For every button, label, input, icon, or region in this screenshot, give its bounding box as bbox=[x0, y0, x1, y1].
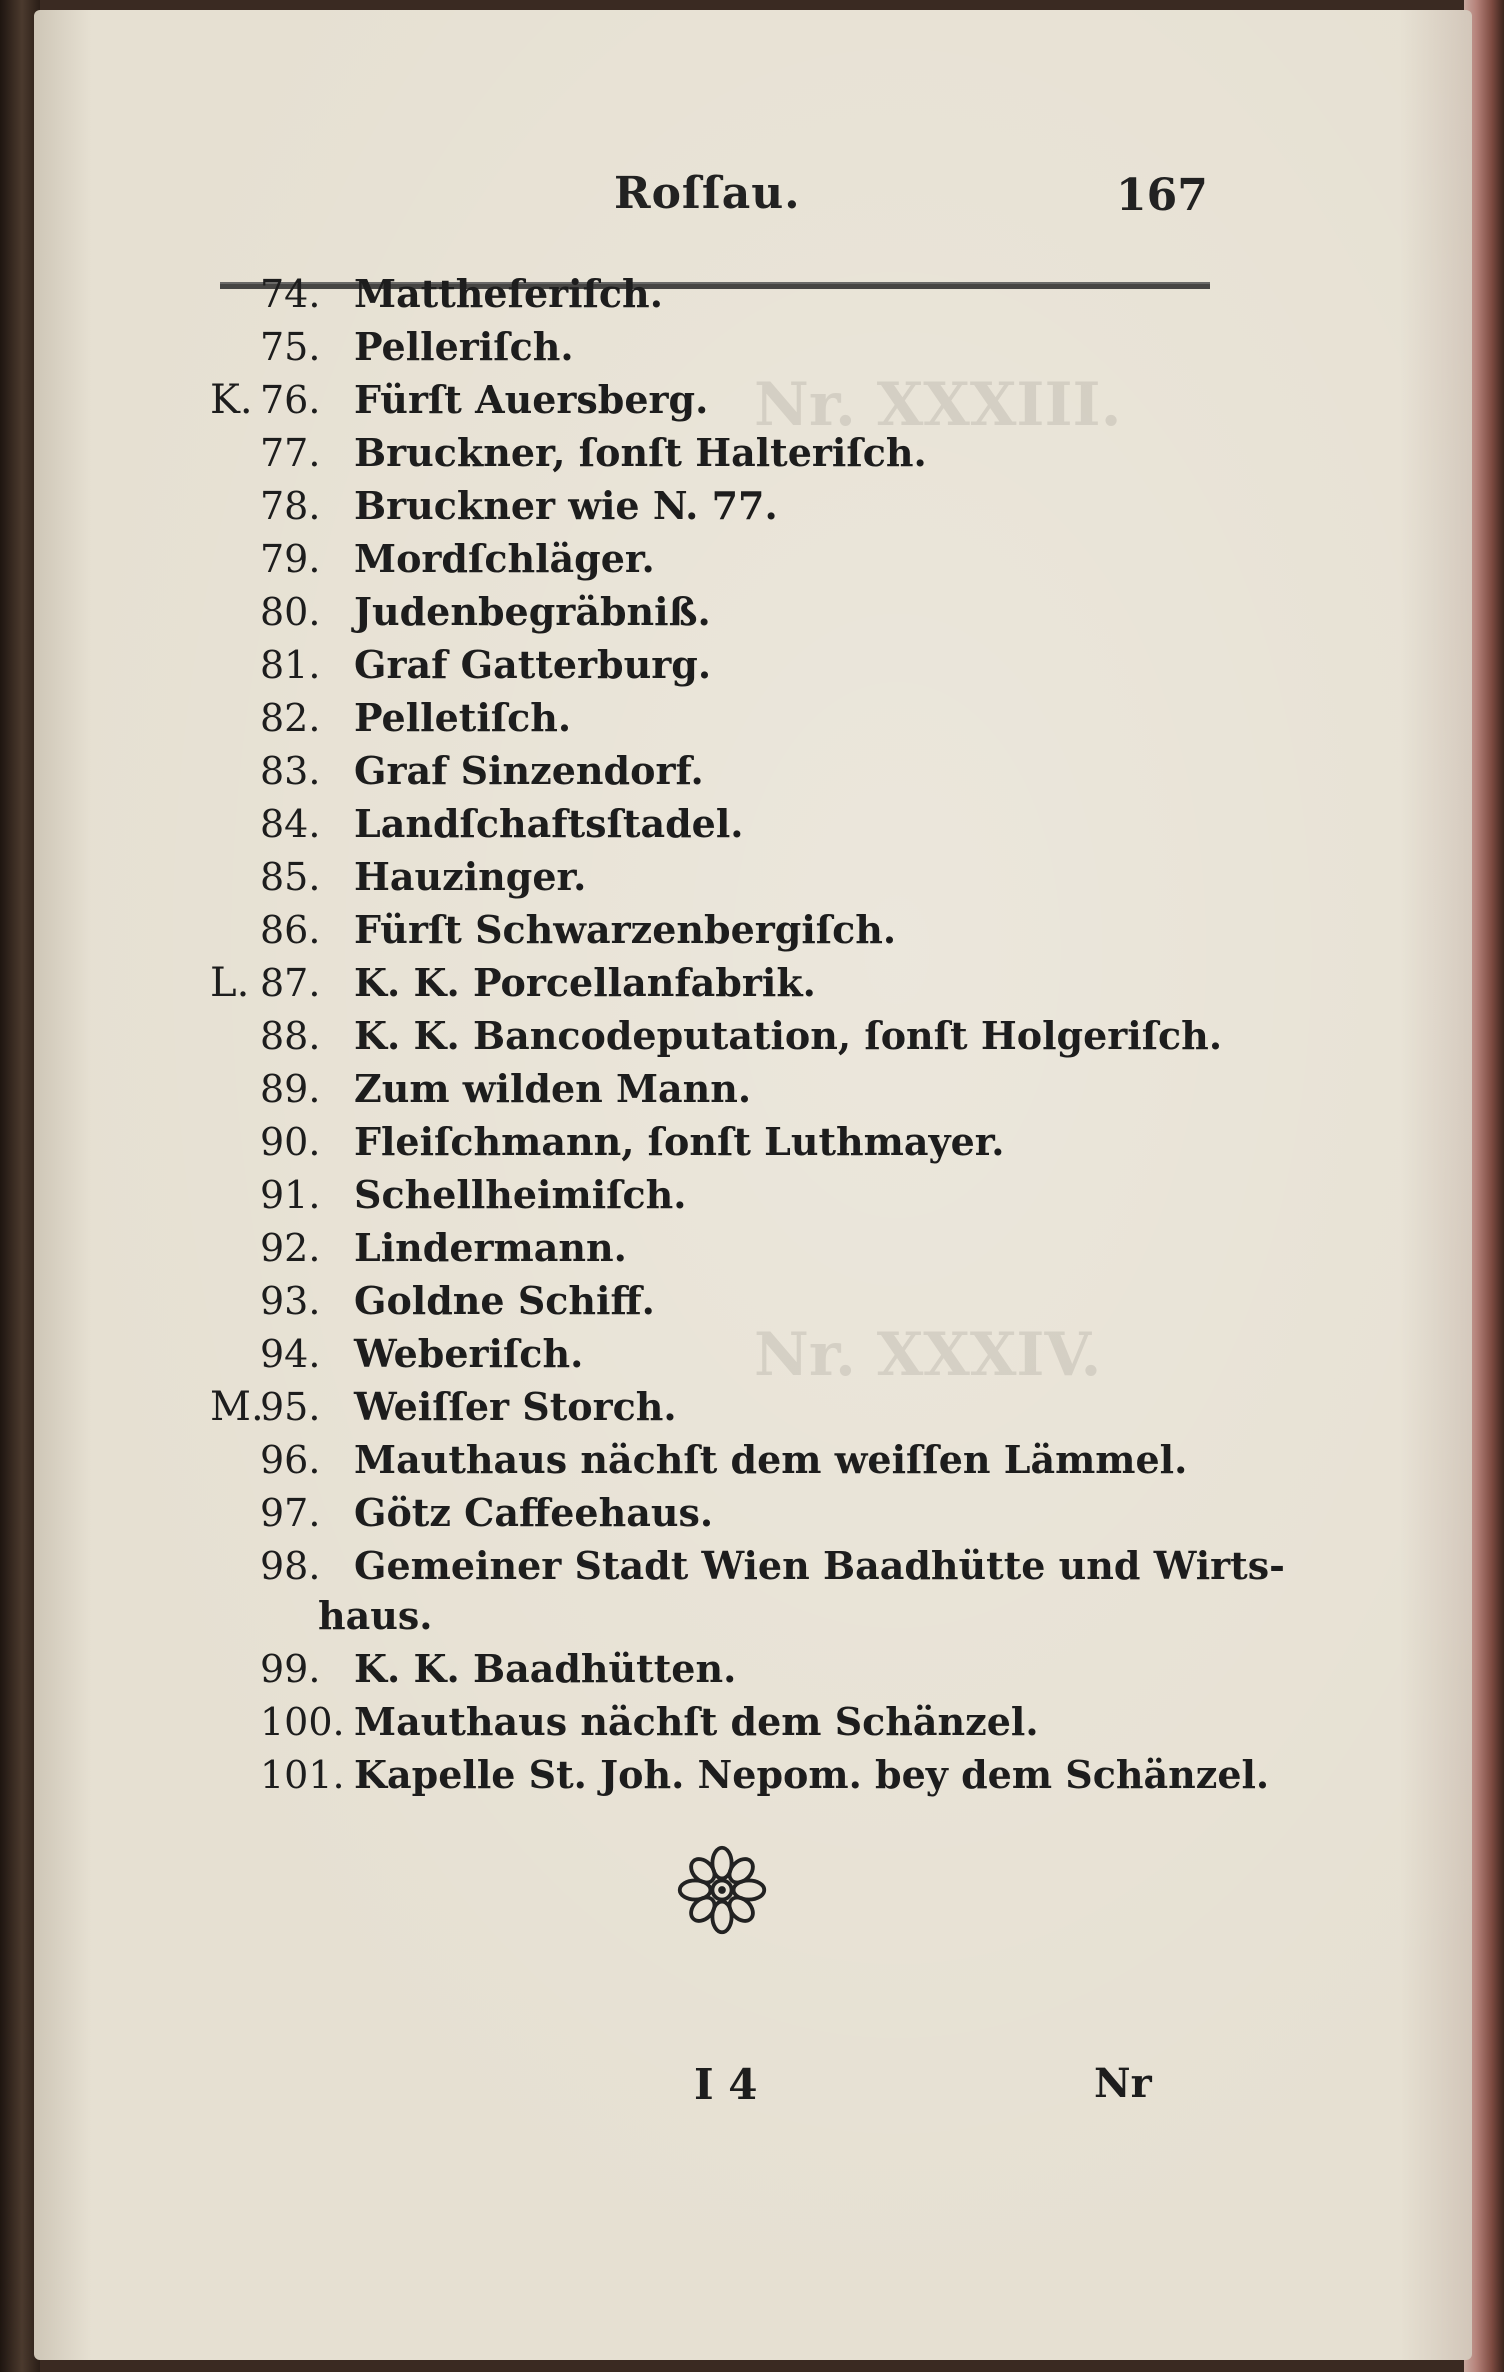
list-item bbox=[34, 427, 1334, 479]
entry-name: Graf Gatterburg. bbox=[354, 642, 712, 687]
section-letter: M. bbox=[210, 1384, 264, 1430]
entry-name: Mattheſeriſch. bbox=[354, 271, 663, 316]
list-item bbox=[34, 1487, 1334, 1539]
entry-number: 77. bbox=[260, 431, 321, 475]
list-item bbox=[34, 533, 1334, 585]
entry-number: 94. bbox=[260, 1332, 321, 1376]
list-item bbox=[34, 1434, 1334, 1486]
list-item bbox=[34, 321, 1334, 373]
entry-name: Pelletiſch. bbox=[354, 695, 572, 740]
entry-name: Judenbegräbniß. bbox=[354, 589, 711, 634]
entry-number: 90. bbox=[260, 1120, 321, 1164]
entry-name: Zum wilden Mann. bbox=[354, 1066, 752, 1111]
list-item bbox=[34, 904, 1334, 956]
list-item bbox=[34, 480, 1334, 532]
entry-continuation: haus. bbox=[318, 1593, 433, 1638]
entry-name: Mordſchläger. bbox=[354, 536, 655, 581]
entry-number: 83. bbox=[260, 749, 321, 793]
entry-number: 82. bbox=[260, 696, 321, 740]
entry-name: Fleiſchmann, ſonſt Luthmayer. bbox=[354, 1119, 1005, 1164]
entry-name: Weiſſer Storch. bbox=[354, 1384, 677, 1429]
bleed-through-text: Nr. XXXIV. bbox=[754, 1320, 1102, 1390]
signature-mark: I 4 bbox=[694, 2060, 758, 2109]
entry-name: Bruckner wie N. 77. bbox=[354, 483, 778, 528]
entry-number: 74. bbox=[260, 272, 321, 316]
entry-name: Gemeiner Stadt Wien Baadhütte und Wirts- bbox=[354, 1543, 1285, 1588]
book-page bbox=[34, 10, 1472, 2360]
entry-name: Lindermann. bbox=[354, 1225, 627, 1270]
entry-number: 89. bbox=[260, 1067, 321, 1111]
list-item bbox=[34, 1643, 1334, 1695]
entry-name: Pelleriſch. bbox=[354, 324, 574, 369]
entry-number: 98. bbox=[260, 1544, 321, 1588]
entry-number: 81. bbox=[260, 643, 321, 687]
rosette-ornament-icon bbox=[674, 1842, 770, 1938]
list-item bbox=[34, 1222, 1334, 1274]
entry-number: 99. bbox=[260, 1647, 321, 1691]
catchword: Nr bbox=[1094, 2060, 1152, 2107]
list-item bbox=[34, 851, 1334, 903]
entry-number: 85. bbox=[260, 855, 321, 899]
entry-name: Goldne Schiff. bbox=[354, 1278, 655, 1323]
list-item bbox=[34, 1169, 1334, 1221]
entry-name: Götz Caffeehaus. bbox=[354, 1490, 714, 1535]
list-item bbox=[34, 1010, 1334, 1062]
entry-number: 91. bbox=[260, 1173, 321, 1217]
entry-name: Hauzinger. bbox=[354, 854, 587, 899]
entry-list bbox=[34, 10, 1472, 1810]
section-letter: L. bbox=[210, 960, 250, 1006]
list-item bbox=[34, 1275, 1334, 1327]
entry-number: 93. bbox=[260, 1279, 321, 1323]
section-letter: K. bbox=[210, 377, 253, 423]
entry-name: Graf Sinzendorf. bbox=[354, 748, 704, 793]
entry-name: Mauthaus nächſt dem weiſſen Lämmel. bbox=[354, 1437, 1188, 1482]
list-item bbox=[34, 1381, 1334, 1433]
list-item bbox=[34, 586, 1334, 638]
list-item bbox=[34, 639, 1334, 691]
list-item bbox=[34, 745, 1334, 797]
entry-name: K. K. Baadhütten. bbox=[354, 1646, 737, 1691]
list-item bbox=[34, 1749, 1334, 1801]
list-item bbox=[34, 798, 1334, 850]
list-item bbox=[34, 1540, 1334, 1592]
entry-name: Bruckner, ſonſt Halteriſch. bbox=[354, 430, 927, 475]
list-item bbox=[34, 1328, 1334, 1380]
list-item bbox=[34, 957, 1334, 1009]
entry-number: 86. bbox=[260, 908, 321, 952]
entry-number: 95. bbox=[260, 1385, 321, 1429]
page-title: Roſſau. bbox=[614, 168, 801, 219]
list-item bbox=[34, 692, 1334, 744]
bleed-through-text: Nr. XXXIII. bbox=[754, 370, 1122, 440]
list-item bbox=[34, 1116, 1334, 1168]
entry-number: 101. bbox=[260, 1753, 345, 1797]
entry-number: 92. bbox=[260, 1226, 321, 1270]
entry-name: Mauthaus nächſt dem Schänzel. bbox=[354, 1699, 1039, 1744]
entry-number: 79. bbox=[260, 537, 321, 581]
entry-number: 75. bbox=[260, 325, 321, 369]
entry-number: 78. bbox=[260, 484, 321, 528]
entry-name: Landſchaftsſtadel. bbox=[354, 801, 744, 846]
list-item bbox=[34, 374, 1334, 426]
entry-name: K. K. Bancodeputation, ſonſt Holgeriſch. bbox=[354, 1013, 1223, 1058]
entry-number: 100. bbox=[260, 1700, 345, 1744]
list-item bbox=[34, 1063, 1334, 1115]
entry-name: Fürſt Auersberg. bbox=[354, 377, 709, 422]
entry-number: 96. bbox=[260, 1438, 321, 1482]
entry-name: Schellheimiſch. bbox=[354, 1172, 687, 1217]
list-item bbox=[34, 1696, 1334, 1748]
entry-number: 88. bbox=[260, 1014, 321, 1058]
entry-number: 97. bbox=[260, 1491, 321, 1535]
entry-number: 80. bbox=[260, 590, 321, 634]
entry-number: 76. bbox=[260, 378, 321, 422]
entry-name: Fürſt Schwarzenbergiſch. bbox=[354, 907, 897, 952]
page-number: 167 bbox=[1116, 170, 1208, 221]
entry-name: K. K. Porcellanfabrik. bbox=[354, 960, 816, 1005]
list-item bbox=[34, 268, 1334, 320]
entry-name: Kapelle St. Joh. Nepom. bey dem Schänzel. bbox=[354, 1752, 1270, 1797]
entry-number: 87. bbox=[260, 961, 321, 1005]
entry-name: Weberiſch. bbox=[354, 1331, 584, 1376]
entry-number: 84. bbox=[260, 802, 321, 846]
